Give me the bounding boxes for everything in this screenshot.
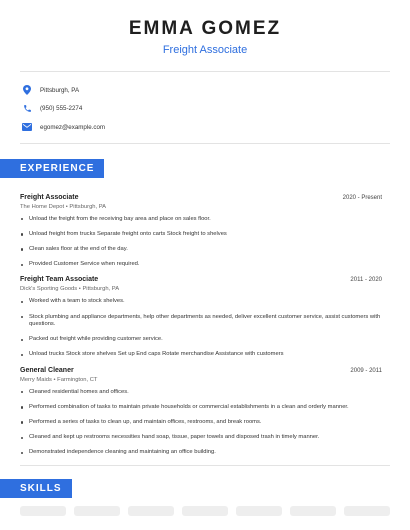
experience-heading: EXPERIENCE <box>0 159 104 178</box>
job-title: General Cleaner <box>20 366 74 374</box>
job-dates: 2009 - 2011 <box>350 367 382 374</box>
list-item: Performed combination of tasks to maintain private households or commercial establishments in a clean and orderly manner. <box>20 404 382 411</box>
list-item: Performed a series of tasks to clean up, and maintain offices, restrooms, and break rooms. <box>20 419 382 426</box>
list-item: Demonstrated independence cleaning and maintaining an office building. <box>20 449 382 456</box>
contact-email-text: egomez@example.com <box>40 123 106 131</box>
list-item: Unload the freight from the receiving bay area and place on sales floor. <box>20 216 382 223</box>
skill-chip <box>128 506 174 516</box>
job-entry <box>0 367 410 457</box>
contact-phone <box>22 100 410 119</box>
list-item: Worked with a team to stock shelves. <box>20 298 382 305</box>
skill-chip <box>344 506 390 516</box>
list-item: Cleaned and kept up restrooms necessities hand soap, tissue, paper towels and disposed trash in timely manner. <box>20 434 382 441</box>
job-company-line: Merry Maids • Farmington, CT <box>20 376 98 383</box>
list-item: Unload freight from trucks Separate freight onto carts Stock freight to shelves <box>20 231 382 238</box>
contact-email <box>22 118 410 137</box>
divider <box>20 143 390 144</box>
job-bullets <box>20 216 382 269</box>
contact-location <box>22 81 410 100</box>
candidate-title: Freight Associate <box>162 44 248 56</box>
divider <box>20 465 390 466</box>
job-entry <box>0 276 410 358</box>
skill-chip <box>74 506 120 516</box>
mail-icon <box>22 122 32 132</box>
phone-icon <box>22 104 32 114</box>
contact-list <box>0 72 410 143</box>
job-bullets <box>20 389 382 457</box>
list-item: Provided Customer Service when required. <box>20 261 382 268</box>
list-item: Cleaned residential homes and offices. <box>20 389 382 396</box>
skill-chip <box>20 506 66 516</box>
location-pin-icon <box>22 85 32 95</box>
job-dates: 2020 - Present <box>342 194 382 201</box>
skill-chip <box>182 506 228 516</box>
job-company-line: The Home Depot • Pittsburgh, PA <box>20 203 107 210</box>
job-location: Pittsburgh, PA <box>69 203 107 210</box>
list-item: Clean sales floor at the end of the day. <box>20 246 382 253</box>
job-company: The Home Depot <box>20 203 65 210</box>
list-item: Unload trucks Stock store shelves Set up End caps Rotate merchandise Assistance with customers <box>20 351 382 358</box>
skill-chip <box>290 506 336 516</box>
job-location: Farmington, CT <box>57 376 98 383</box>
job-company: Merry Maids <box>20 376 52 383</box>
job-title: Freight Team Associate <box>20 276 99 284</box>
job-bullets <box>20 298 382 358</box>
skill-chip <box>236 506 282 516</box>
job-location: Pittsburgh, PA <box>82 286 120 293</box>
contact-location-text: Pittsburgh, PA <box>40 86 80 94</box>
contact-phone-text: (950) 555-2274 <box>40 105 83 113</box>
skills-heading: SKILLS <box>0 479 72 498</box>
job-entry <box>0 194 410 269</box>
job-company-line: Dick's Sporting Goods • Pittsburgh, PA <box>20 286 120 293</box>
candidate-name: EMMA GOMEZ <box>128 18 282 39</box>
job-title: Freight Associate <box>20 193 79 201</box>
list-item: Packed out freight while providing customer service. <box>20 336 382 343</box>
skill-chip-list <box>0 498 410 516</box>
job-dates: 2011 - 2020 <box>350 277 382 284</box>
resume-header <box>0 0 410 56</box>
list-item: Stock plumbing and appliance departments, help other departments as needed, deliver excellent customer service, assist customers with questions. <box>20 314 382 329</box>
job-company: Dick's Sporting Goods <box>20 286 78 293</box>
